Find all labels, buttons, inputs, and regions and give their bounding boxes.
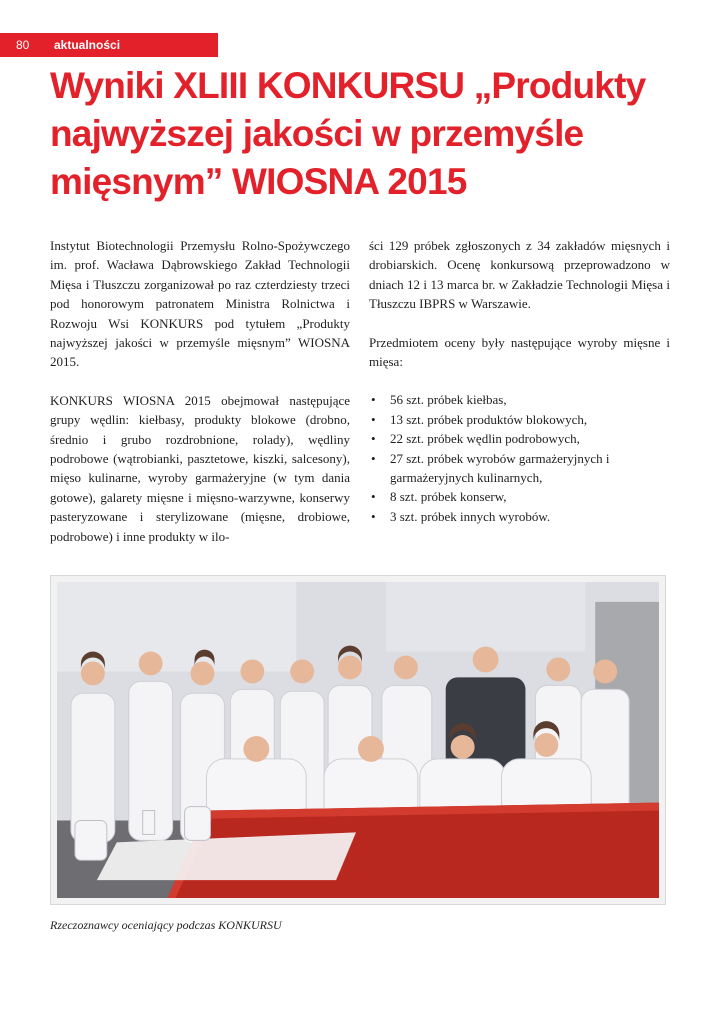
list-item: • 3 szt. próbek innych wyrobów. — [369, 507, 670, 526]
samples-list — [369, 390, 670, 526]
left-column — [50, 236, 350, 546]
group-photo — [57, 582, 659, 898]
photo-frame — [50, 575, 666, 905]
list-item: • 56 szt. próbek kiełbas, — [369, 390, 670, 409]
list-item: • 22 szt. próbek wędlin podrobowych, — [369, 429, 670, 448]
scope-paragraph: KONKURS WIOSNA 2015 obejmował następujące grupy wędlin: kiełbasy, produkty blokowe (drobno, średnio i grubo rozdrobnione, rolady), wędliny podrobowe (wątrobianki, pasztetowe, kiszki, salcesony), mięso kulinarne, wyroby garmażeryjne (w tym dania gotowe), galarety mięsne i mięsno-warzywne, konserwy pasteryzowane i sterylizowane (mięsne, drobiowe, podrobowe) i inne produkty w ilo- — [50, 392, 350, 544]
list-item: • 8 szt. próbek konserw, — [369, 487, 670, 506]
header-bar — [0, 33, 218, 57]
photo-caption: Rzeczoznawcy oceniający podczas KONKURSU — [50, 918, 282, 932]
list-item: • 27 szt. próbek wyrobów garmażeryjnych i garmażeryjnych kulinarnych, — [369, 449, 670, 488]
article-title: Wyniki XLIII KONKURSU „Produkty najwyższej jakości w przemyśle mięsnym” WIOSNA 2015 — [50, 65, 646, 202]
page-number: 80 — [16, 38, 30, 52]
list-intro-paragraph: Przedmiotem oceny były następujące wyroby mięsne i mięsa: — [369, 334, 670, 370]
right-column — [369, 236, 670, 526]
list-item: • 13 szt. próbek produktów blokowych, — [369, 410, 670, 429]
intro-paragraph: Instytut Biotechnologii Przemysłu Rolno-Spożywczego im. prof. Wacława Dąbrowskiego Zakład Technologii Mięsa i Tłuszczu zorganizował po raz czterdziesty trzeci pod honorowym patronatem Ministra Rolnictwa i Rozwoju Wsi KONKURS pod tytułem „Produkty najwyższej jakości w przemyśle mięsnym” WIOSNA 2015. — [50, 238, 350, 370]
continuation-paragraph: ści 129 próbek zgłoszonych z 34 zakładów mięsnych i drobiarskich. Ocenę konkursową przeprowadzono w dniach 12 i 13 marca br. w Zakładzie Technologii Mięsa i Tłuszczu IBPRS w Warszawie. — [369, 238, 670, 312]
section-label: aktualności — [54, 38, 121, 52]
